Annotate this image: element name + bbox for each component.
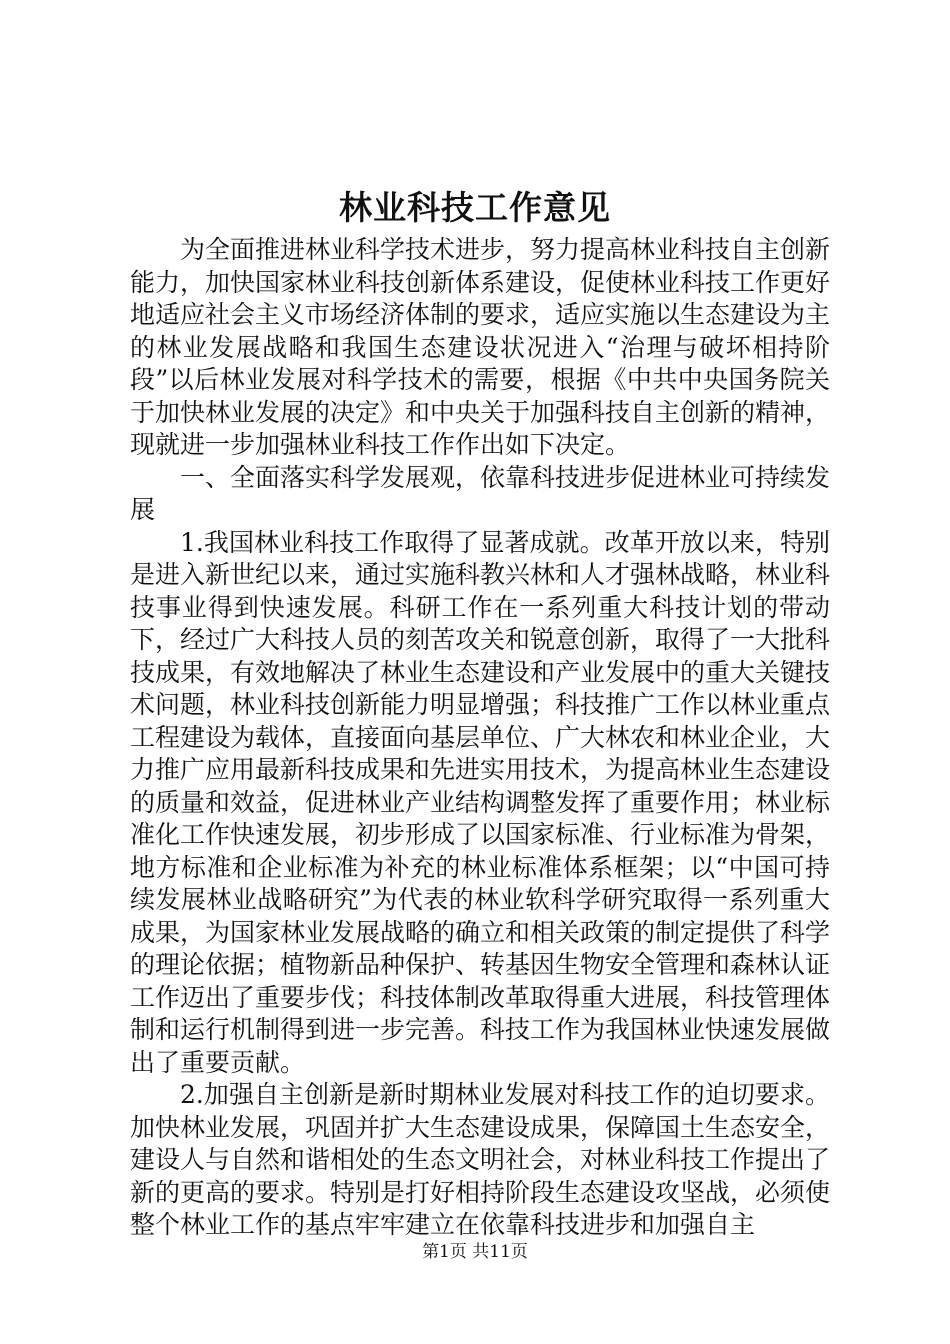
item-paragraph-1: 1.我国林业科技工作取得了显著成就。改革开放以来，特别是进入新世纪以来，通过实施科教兴林和人才强林战略，林业科技事业得到快速发展。科研工作在一系列重大科技计划的带动下，经过广大科技人员的刻苦攻关和锐意创新，取得了一大批科技成果，有效地解决了林业生态建设和产业发展中的重大关键技术问题，林业科技创新能力明显增强；科技推广工作以林业重点工程建设为载体，直接面向基层单位、广大林农和林业企业，大力推广应用最新科技成果和先进实用技术，为提高林业生态建设的质量和效益，促进林业产业结构调整发挥了重要作用；林业标准化工作快速发展，初步形成了以国家标准、行业标准为骨架，地方标准和企业标准为补充的林业标准体系框架；以“中国可持续发展林业战略研究”为代表的林业软科学研究取得一系列重大成果，为国家林业发展战略的确立和相关政策的制定提供了科学的理论依据；植物新品种保护、转基因生物安全管理和森林认证工作迈出了重要步伐；科技体制改革取得重大进展，科技管理体制和运行机制得到进一步完善。科技工作为我国林业快速发展做出了重要贡献。 (130, 527, 831, 1077)
item-paragraph-2: 2.加强自主创新是新时期林业发展对科技工作的迫切要求。加快林业发展，巩固并扩大生态建设成果，保障国土生态安全，建设人与自然和谐相处的生态文明社会，对林业科技工作提出了新的更高的要求。特别是打好相持阶段生态建设攻坚战，必须使整个林业工作的基点牢牢建立在依靠科技进步和加强自主 (130, 1080, 831, 1239)
document-title: 林业科技工作意见 (339, 188, 611, 227)
document-body (130, 234, 830, 1242)
intro-paragraph: 为全面推进林业科学技术进步，努力提高林业科技自主创新能力，加快国家林业科技创新体系建设，促使林业科技工作更好地适应社会主义市场经济体制的要求，适应实施以生态建设为主的林业发展战略和我国生态建设状况进入“治理与破坏相持阶段”以后林业发展对科学技术的需要，根据《中共中央国务院关于加快林业发展的决定》和中央关于加强科技自主创新的精神，现就进一步加强林业科技工作作出如下决定。 (130, 235, 831, 459)
page-footer: 第1页 共11页 (422, 1242, 528, 1262)
section-heading-1: 一、全面落实科学发展观，依靠科技进步促进林业可持续发展 (130, 462, 831, 524)
